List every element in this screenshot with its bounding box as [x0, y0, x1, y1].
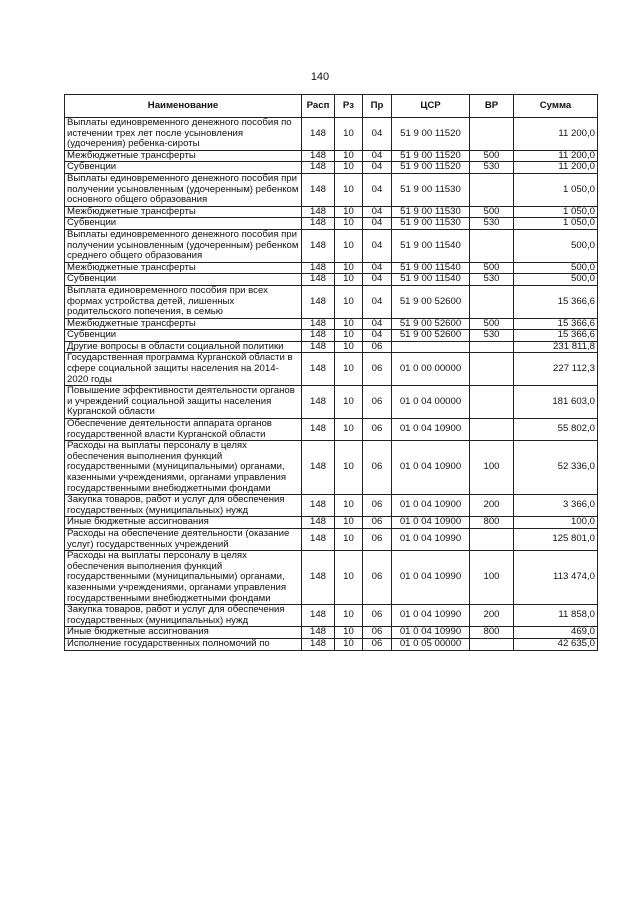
table-row	[65, 341, 598, 353]
cell-rz: 10	[335, 206, 363, 218]
cell-sum: 113 474,0	[514, 551, 598, 605]
cell-sum: 15 366,6	[514, 330, 598, 342]
cell-vr	[470, 118, 514, 151]
cell-rz: 10	[335, 353, 363, 386]
cell-vr: 100	[470, 441, 514, 495]
table-header-row	[65, 95, 598, 118]
cell-csr: 51 9 00 11520	[392, 162, 470, 174]
cell-name: Субвенции	[65, 162, 302, 174]
cell-pr: 06	[363, 441, 392, 495]
cell-name: Закупка товаров, работ и услуг для обеспечения государственных (муниципальных) нужд	[65, 605, 302, 627]
cell-vr: 100	[470, 551, 514, 605]
cell-name: Выплаты единовременного денежного пособия при получении усыновленным (удочеренным) ребенком основного общего образования	[65, 173, 302, 206]
table-row	[65, 274, 598, 286]
cell-rz: 10	[335, 441, 363, 495]
cell-rz: 10	[335, 285, 363, 318]
cell-csr: 01 0 04 10900	[392, 441, 470, 495]
table-row	[65, 206, 598, 218]
cell-rasp: 148	[302, 118, 335, 151]
cell-sum: 100,0	[514, 517, 598, 529]
cell-pr: 06	[363, 386, 392, 419]
cell-pr: 04	[363, 285, 392, 318]
cell-sum: 3 366,0	[514, 495, 598, 517]
cell-sum: 15 366,6	[514, 318, 598, 330]
cell-pr: 04	[363, 162, 392, 174]
cell-name: Межбюджетные трансферты	[65, 150, 302, 162]
cell-rz: 10	[335, 274, 363, 286]
table-row	[65, 528, 598, 550]
header-name: Наименование	[65, 95, 302, 118]
cell-name: Исполнение государственных полномочий по	[65, 638, 302, 650]
cell-sum: 11 200,0	[514, 162, 598, 174]
cell-sum: 1 050,0	[514, 218, 598, 230]
cell-sum: 11 200,0	[514, 150, 598, 162]
cell-rasp: 148	[302, 150, 335, 162]
table-row	[65, 218, 598, 230]
cell-name: Иные бюджетные ассигнования	[65, 517, 302, 529]
cell-pr: 06	[363, 419, 392, 441]
cell-vr	[470, 419, 514, 441]
cell-pr: 06	[363, 341, 392, 353]
cell-name: Субвенции	[65, 330, 302, 342]
cell-pr: 04	[363, 262, 392, 274]
cell-csr: 01 0 04 10900	[392, 517, 470, 529]
cell-rz: 10	[335, 627, 363, 639]
table-row	[65, 386, 598, 419]
cell-pr: 06	[363, 627, 392, 639]
cell-name: Выплаты единовременного денежного пособия при получении усыновленным (удочеренным) ребенком среднего общего образования	[65, 229, 302, 262]
cell-sum: 125 801,0	[514, 528, 598, 550]
cell-rz: 10	[335, 150, 363, 162]
cell-vr: 500	[470, 150, 514, 162]
cell-rz: 10	[335, 162, 363, 174]
cell-name: Субвенции	[65, 218, 302, 230]
cell-rz: 10	[335, 318, 363, 330]
table-row	[65, 118, 598, 151]
cell-rz: 10	[335, 262, 363, 274]
cell-vr	[470, 341, 514, 353]
cell-vr: 530	[470, 330, 514, 342]
cell-vr: 530	[470, 274, 514, 286]
cell-rasp: 148	[302, 353, 335, 386]
cell-rasp: 148	[302, 341, 335, 353]
table-row	[65, 638, 598, 650]
cell-rasp: 148	[302, 627, 335, 639]
table-row	[65, 330, 598, 342]
cell-sum: 227 112,3	[514, 353, 598, 386]
cell-rz: 10	[335, 638, 363, 650]
cell-rz: 10	[335, 341, 363, 353]
cell-sum: 500,0	[514, 262, 598, 274]
cell-name: Межбюджетные трансферты	[65, 318, 302, 330]
table-row	[65, 173, 598, 206]
cell-rasp: 148	[302, 495, 335, 517]
header-vr: ВР	[470, 95, 514, 118]
header-rz: Рз	[335, 95, 363, 118]
table-row	[65, 517, 598, 529]
cell-csr: 51 9 00 52600	[392, 330, 470, 342]
table-row	[65, 150, 598, 162]
cell-vr: 800	[470, 517, 514, 529]
cell-sum: 42 635,0	[514, 638, 598, 650]
cell-rz: 10	[335, 218, 363, 230]
table-row	[65, 495, 598, 517]
cell-csr: 01 0 04 00000	[392, 386, 470, 419]
cell-csr: 01 0 04 10990	[392, 605, 470, 627]
cell-sum: 11 200,0	[514, 118, 598, 151]
cell-pr: 04	[363, 318, 392, 330]
header-pr: Пр	[363, 95, 392, 118]
cell-pr: 04	[363, 206, 392, 218]
cell-rz: 10	[335, 173, 363, 206]
cell-rz: 10	[335, 528, 363, 550]
cell-rz: 10	[335, 551, 363, 605]
cell-name: Закупка товаров, работ и услуг для обеспечения государственных (муниципальных) нужд	[65, 495, 302, 517]
cell-rz: 10	[335, 517, 363, 529]
cell-rasp: 148	[302, 386, 335, 419]
cell-csr: 51 9 00 11540	[392, 262, 470, 274]
cell-csr: 51 9 00 52600	[392, 285, 470, 318]
cell-rasp: 148	[302, 605, 335, 627]
cell-rasp: 148	[302, 318, 335, 330]
cell-sum: 11 858,0	[514, 605, 598, 627]
cell-pr: 04	[363, 173, 392, 206]
cell-vr	[470, 528, 514, 550]
cell-sum: 1 050,0	[514, 206, 598, 218]
cell-sum: 231 811,8	[514, 341, 598, 353]
cell-rasp: 148	[302, 173, 335, 206]
cell-pr: 04	[363, 150, 392, 162]
cell-sum: 500,0	[514, 274, 598, 286]
cell-pr: 06	[363, 605, 392, 627]
cell-csr: 51 9 00 11520	[392, 150, 470, 162]
cell-rz: 10	[335, 386, 363, 419]
table-row	[65, 229, 598, 262]
cell-sum: 500,0	[514, 229, 598, 262]
cell-vr: 200	[470, 495, 514, 517]
cell-rz: 10	[335, 495, 363, 517]
cell-csr: 01 0 04 10990	[392, 627, 470, 639]
cell-vr: 500	[470, 318, 514, 330]
cell-csr: 51 9 00 52600	[392, 318, 470, 330]
cell-rasp: 148	[302, 419, 335, 441]
cell-vr: 800	[470, 627, 514, 639]
cell-pr: 04	[363, 330, 392, 342]
cell-pr: 04	[363, 218, 392, 230]
cell-name: Выплата единовременного пособия при всех формах устройства детей, лишенных родительского попечения, в семью	[65, 285, 302, 318]
cell-csr: 51 9 00 11540	[392, 229, 470, 262]
cell-rasp: 148	[302, 441, 335, 495]
cell-vr	[470, 229, 514, 262]
header-rasp: Расп	[302, 95, 335, 118]
budget-table	[64, 94, 598, 651]
cell-csr	[392, 341, 470, 353]
cell-rasp: 148	[302, 218, 335, 230]
cell-name: Субвенции	[65, 274, 302, 286]
cell-pr: 06	[363, 517, 392, 529]
cell-sum: 15 366,6	[514, 285, 598, 318]
cell-vr	[470, 386, 514, 419]
cell-pr: 04	[363, 229, 392, 262]
cell-vr: 500	[470, 262, 514, 274]
cell-csr: 51 9 00 11530	[392, 206, 470, 218]
header-csr: ЦСР	[392, 95, 470, 118]
cell-sum: 52 336,0	[514, 441, 598, 495]
cell-csr: 51 9 00 11530	[392, 173, 470, 206]
cell-name: Расходы на выплаты персоналу в целях обеспечения выполнения функций государственными (муниципальными) органами, казенными учреждениями, органами управления государственными внебюджетными фондами	[65, 441, 302, 495]
table-row	[65, 605, 598, 627]
cell-pr: 06	[363, 551, 392, 605]
header-sum: Сумма	[514, 95, 598, 118]
cell-vr	[470, 638, 514, 650]
cell-sum: 55 802,0	[514, 419, 598, 441]
table-row	[65, 627, 598, 639]
table-row	[65, 419, 598, 441]
cell-name: Обеспечение деятельности аппарата органов государственной власти Курганской области	[65, 419, 302, 441]
cell-csr: 01 0 04 10990	[392, 528, 470, 550]
table-row	[65, 285, 598, 318]
cell-rasp: 148	[302, 229, 335, 262]
cell-rasp: 148	[302, 262, 335, 274]
cell-vr: 530	[470, 162, 514, 174]
table-row	[65, 318, 598, 330]
cell-rasp: 148	[302, 162, 335, 174]
cell-pr: 06	[363, 353, 392, 386]
cell-rz: 10	[335, 605, 363, 627]
cell-name: Повышение эффективности деятельности органов и учреждений социальной защиты населения Курганской области	[65, 386, 302, 419]
cell-pr: 04	[363, 118, 392, 151]
cell-rasp: 148	[302, 330, 335, 342]
cell-vr	[470, 285, 514, 318]
table-row	[65, 162, 598, 174]
cell-name: Выплаты единовременного денежного пособия по истечении трех лет после усыновления (удочерения) ребенка-сироты	[65, 118, 302, 151]
cell-csr: 01 0 04 10990	[392, 551, 470, 605]
cell-rasp: 148	[302, 285, 335, 318]
cell-name: Межбюджетные трансферты	[65, 206, 302, 218]
table-row	[65, 353, 598, 386]
cell-name: Государственная программа Курганской области в сфере социальной защиты населения на 2014-2020 годы	[65, 353, 302, 386]
cell-vr: 530	[470, 218, 514, 230]
table-row	[65, 262, 598, 274]
cell-rasp: 148	[302, 528, 335, 550]
cell-pr: 04	[363, 274, 392, 286]
cell-name: Межбюджетные трансферты	[65, 262, 302, 274]
cell-rz: 10	[335, 118, 363, 151]
cell-name: Другие вопросы в области социальной политики	[65, 341, 302, 353]
cell-name: Расходы на выплаты персоналу в целях обеспечения выполнения функций государственными (муниципальными) органами, казенными учреждениями, органами управления государственными внебюджетными фондами	[65, 551, 302, 605]
cell-sum: 181 603,0	[514, 386, 598, 419]
cell-rasp: 148	[302, 551, 335, 605]
cell-rz: 10	[335, 229, 363, 262]
cell-rasp: 148	[302, 274, 335, 286]
cell-sum: 469,0	[514, 627, 598, 639]
cell-rasp: 148	[302, 638, 335, 650]
cell-csr: 01 0 04 10900	[392, 419, 470, 441]
cell-name: Расходы на обеспечение деятельности (оказание услуг) государственных учреждений	[65, 528, 302, 550]
cell-csr: 01 0 04 10900	[392, 495, 470, 517]
cell-rz: 10	[335, 330, 363, 342]
cell-vr: 500	[470, 206, 514, 218]
cell-pr: 06	[363, 638, 392, 650]
table-row	[65, 441, 598, 495]
cell-csr: 51 9 00 11530	[392, 218, 470, 230]
cell-csr: 51 9 00 11520	[392, 118, 470, 151]
cell-name: Иные бюджетные ассигнования	[65, 627, 302, 639]
cell-sum: 1 050,0	[514, 173, 598, 206]
cell-rasp: 148	[302, 517, 335, 529]
cell-vr: 200	[470, 605, 514, 627]
cell-vr	[470, 173, 514, 206]
page-number: 140	[310, 71, 330, 83]
cell-rasp: 148	[302, 206, 335, 218]
cell-vr	[470, 353, 514, 386]
cell-csr: 51 9 00 11540	[392, 274, 470, 286]
table-row	[65, 551, 598, 605]
cell-csr: 01 0 05 00000	[392, 638, 470, 650]
cell-pr: 06	[363, 528, 392, 550]
cell-csr: 01 0 00 00000	[392, 353, 470, 386]
cell-rz: 10	[335, 419, 363, 441]
cell-pr: 06	[363, 495, 392, 517]
